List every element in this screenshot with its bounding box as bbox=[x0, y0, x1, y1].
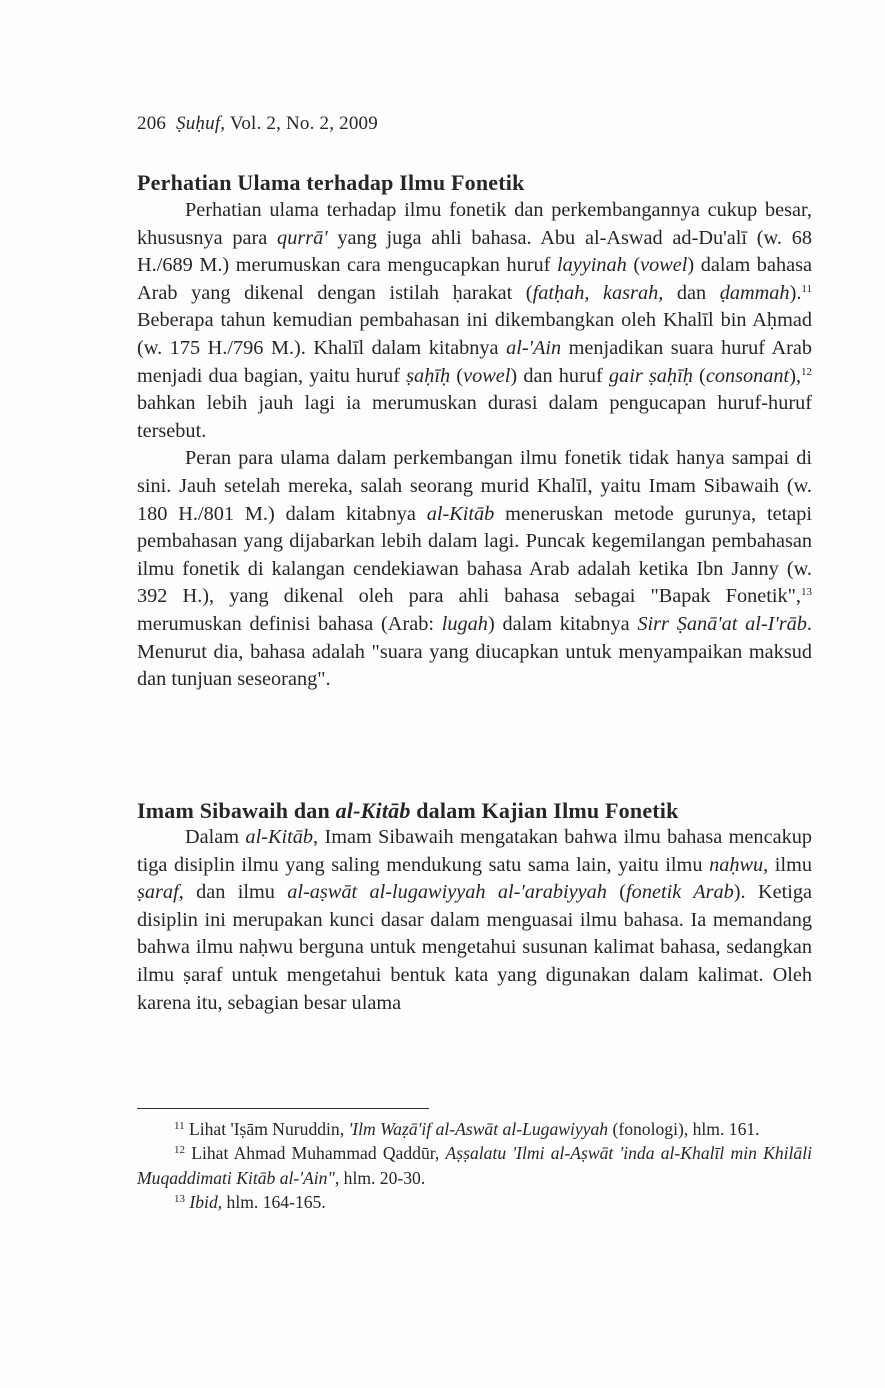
section-heading-2: Imam Sibawaih dan al-Kitāb dalam Kajian Ilmu Fonetik bbox=[137, 798, 679, 823]
footnote: $^{13}$ Ibid, hlm. 164-165. bbox=[174, 1191, 326, 1212]
journal-name: Ṣuḥuf, bbox=[176, 113, 226, 134]
footnote-divider bbox=[137, 1108, 429, 1109]
footnote: $^{11}$ Lihat 'Iṣām Nuruddin, 'Ilm Waẓā'if al-Aswāt al-Lugawiyyah (fonologi), hlm. 161. bbox=[174, 1119, 760, 1139]
footnotes bbox=[137, 1117, 812, 1214]
paragraph: Perhatian ulama terhadap ilmu fonetik dan perkembangannya cukup besar, khususnya para qurrā' yang juga ahli bahasa. Abu al-Aswad ad-Du'alī (w. 68 H./689 M.) merumuskan cara mengucapkan huruf layyinah (vowel) dalam bahasa Arab yang dikenal dengan istilah ḥarakat (fatḥah, kasrah, dan ḍammah).$^{11}$ Beberapa tahun kemudian pembahasan ini dikembangkan oleh Khalīl bin Aḥmad (w. 175 H./796 M.). Khalīl dalam kitabnya al-'Ain menjadikan suara huruf Arab menjadi dua bagian, yaitu huruf ṣaḥīḥ (vowel) dan huruf gair ṣaḥīḥ (consonant),$^{12}$ bahkan lebih jauh lagi ia merumuskan durasi dalam pengucapan huruf-huruf tersebut. bbox=[137, 199, 813, 442]
footnote-ref: 13 bbox=[801, 586, 812, 599]
journal-volume: Vol. 2, No. 2, 2009 bbox=[229, 113, 378, 134]
running-header bbox=[137, 113, 378, 135]
section-heading-1: Perhatian Ulama terhadap Ilmu Fonetik bbox=[137, 170, 525, 195]
section-2-body bbox=[137, 824, 812, 1017]
page-number: 206 bbox=[137, 113, 167, 134]
paragraph: Dalam al-Kitāb, Imam Sibawaih mengatakan bahwa ilmu bahasa mencakup tiga disiplin ilmu yang saling mendukung satu sama lain, yaitu ilmu naḥwu, ilmu ṣaraf, dan ilmu al-aṣwāt al-lugawiyyah al-'arabiyyah (fonetik Arab). Ketiga disiplin ini merupakan kunci dasar dalam menguasai ilmu bahasa. Ia memandang bahwa ilmu naḥwu berguna untuk mengetahui susunan kalimat bahasa, sedangkan ilmu ṣaraf untuk mengetahui bentuk kata yang digunakan dalam kalimat. Oleh karena itu, sebagian besar ulama bbox=[137, 826, 813, 1014]
paragraph: Peran para ulama dalam perkembangan ilmu fonetik tidak hanya sampai di sini. Jauh setelah mereka, salah seorang murid Khalīl, yaitu Imam Sibawaih (w. 180 H./801 M.) dalam kitabnya al-Kitāb meneruskan metode gurunya, tetapi pembahasan yang dijabarkan lebih dalam lagi. Puncak kegemilangan pembahasan ilmu fonetik di kalangan cendekiawan bahasa Arab adalah ketika Ibn Janny (w. 392 H.), yang dikenal oleh para ahli bahasa sebagai "Bapak Fonetik",$^{13}$ merumuskan definisi bahasa (Arab: lugah) dalam kitabnya Sirr Ṣanā'at al-I'rāb. Menurut dia, bahasa adalah "suara yang diucapkan untuk menyampaikan maksud dan tunjuan seseorang". bbox=[137, 447, 813, 691]
footnote-ref: 12 bbox=[801, 365, 813, 378]
section-1-body bbox=[137, 197, 812, 694]
footnote-ref: 11 bbox=[801, 282, 812, 295]
footnote: $^{12}$ Lihat Ahmad Muhammad Qaddūr, Aṣṣalatu 'Ilmi al-Aṣwāt 'inda al-Khalīl min Khilāli Muqaddimati Kitāb al-'Ain", hlm. 20-30. bbox=[137, 1143, 812, 1188]
